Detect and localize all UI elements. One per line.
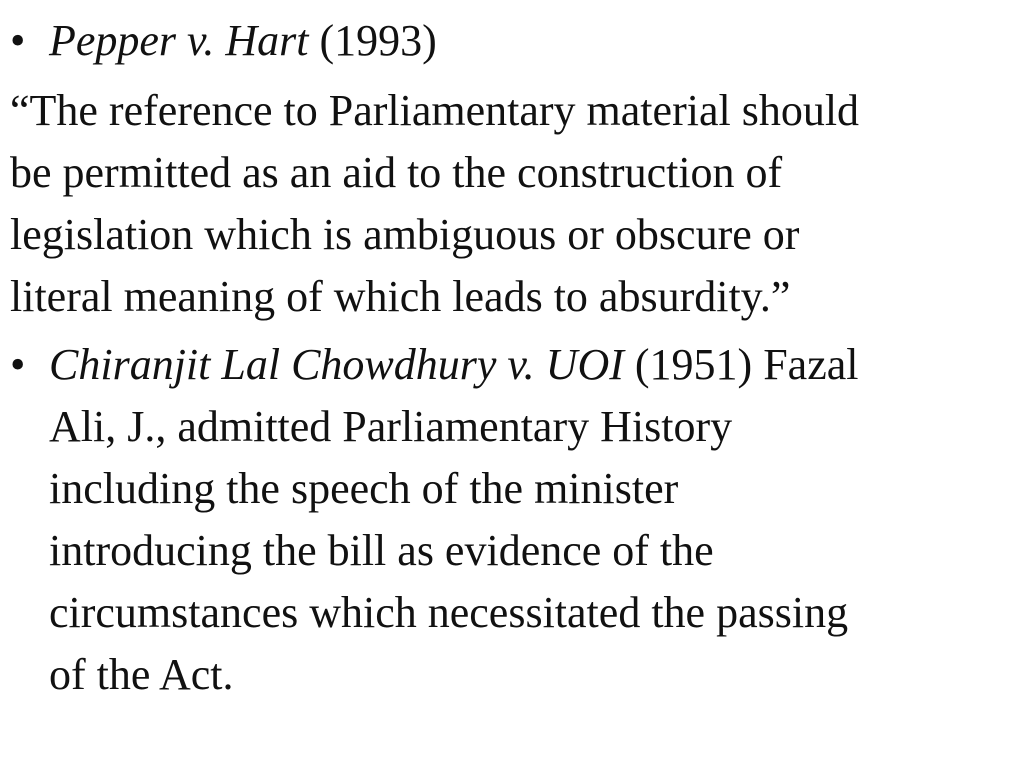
case-citation-pepper [49,10,1009,72]
bullet-point-icon: • [10,340,26,389]
paragraph-line: circumstances which necessitated the passing [49,588,849,637]
quote-line: be permitted as an aid to the construction of [10,148,783,197]
quote-line: “The reference to Parliamentary material should [10,86,860,135]
paragraph-line: Ali, J., admitted Parliamentary History [49,402,733,451]
case-year: (1993) [308,16,437,65]
paragraph-line: introducing the bill as evidence of the [49,526,714,575]
quote-line: legislation which is ambiguous or obscure or [10,210,800,259]
case-paragraph-chiranjit [49,334,1009,706]
paragraph-line: including the speech of the minister [49,464,679,513]
paragraph-first-line [49,334,1009,396]
case-year-rest: (1951) Fazal [623,340,859,389]
case-name: Chiranjit Lal Chowdhury v. UOI [49,340,624,389]
case-name: Pepper v. Hart [49,16,309,65]
quote-line: literal meaning of which leads to absurdity.” [10,272,791,321]
bullet-point-icon: • [10,16,26,65]
paragraph-line: of the Act. [49,650,234,699]
quotation-block [10,80,1020,328]
